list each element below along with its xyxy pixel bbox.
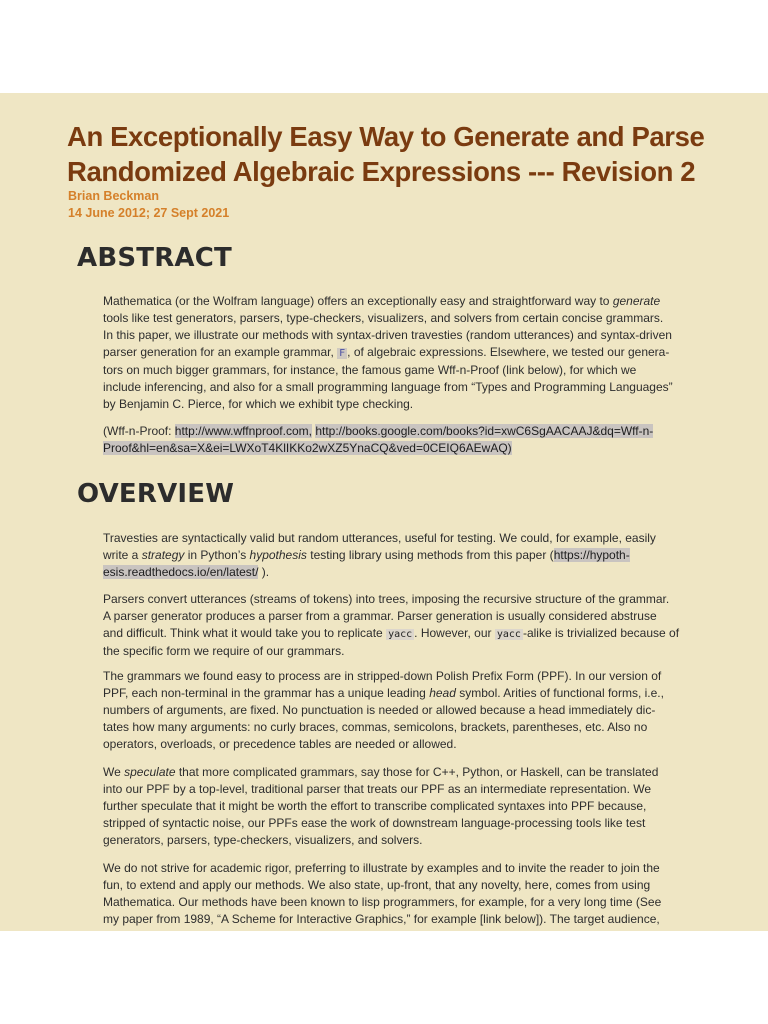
publication-date: 14 June 2012; 27 Sept 2021 [68,206,230,220]
google-books-link-cont[interactable]: Proof&hl=en&sa=X&ei=LWXoT4KlIKKo2wXZ5YnaCQ&ved=0CEIQ6AEwAQ) [103,441,512,455]
abstract-heading: ABSTRACT [77,243,232,273]
overview-paragraph-speculate: We speculate that more complicated grammars, say those for C++, Python, or Haskell, can be translated into our PPF by a top-level, traditional parser that treats our PPF as an intermediate representation. We further speculate that it might be worth the effort to transcribe complicated syntaxes into PPF because, stripped of syntactic noise, our PPFs ease the work of downstream language-processing tools like test generators, parsers, type-checkers, visualizers, and solvers. [103,765,659,847]
google-books-link[interactable]: http://books.google.com/books?id=xwC6SgAACAAJ&dq=Wff-n- [315,424,654,438]
overview-paragraph-parsers: Parsers convert utterances (streams of tokens) into trees, imposing the recursive structure of the grammar. A parser generator produces a parser from a grammar. Parser generation is usually considered abstruse and difficult. Think what it would take you to replicate yacc . However, our yacc -alike is trivialized because of the specific form we require of our grammars. [103,592,680,658]
author-name: Brian Beckman [68,189,160,203]
overview-paragraph-ppf: The grammars we found easy to process are in stripped-down Polish Prefix Form (PPF). In our version of PPF, each non-terminal in the grammar has a unique leading head symbol. Arities of functional forms, i.e., numbers of arguments, are fixed. No punctuation is needed or allowed because a head immediately dic- tates how many arguments: no curly braces, commas, semicolons, brackets, parentheses, etc. Also no operators, overloads, or precedence tables are needed or allowed. [103,669,664,751]
title-line-2: Randomized Algebraic Expressions --- Revision 2 [67,156,696,187]
hypothesis-link[interactable]: https://hypoth- [553,548,630,562]
abstract-paragraph: Mathematica (or the Wolfram language) offers an exceptionally easy and straightforward way to generate tools like test generators, parsers, type-checkers, visualizers, and solvers from certain concise grammars. In this paper, we illustrate our methods with syntax-driven travesties (random utterances) and syntax-driven parser generation for an example grammar, F , of algebraic expressions. Elsewhere, we tested our genera- tors on much bigger grammars, for instance, the famous game Wff-n-Proof (link below), for which we include inferencing, and also for a small programming language from “Types and Programming Languages” by Benjamin C. Pierce, for which we exhibit type checking. [103,294,673,411]
grammar-symbol: F [339,348,346,359]
wffnproof-link[interactable]: http://www.wffnproof.com, [174,424,312,438]
wff-n-proof-links: (Wff-n-Proof: http://www.wffnproof.com, http://books.google.com/books?id=xwC6SgAACAAJ&dq=Wff-n- Proof&hl=en&sa=X&ei=LWXoT4KlIKKo2wXZ5YnaCQ&ved=0CEIQ6AEwAQ) [103,424,654,455]
overview-paragraph-rigor: We do not strive for academic rigor, preferring to illustrate by examples and to invite the reader to join the fun, to extend and apply our methods. We also state, up-front, that any novelty, here, comes from using Mathematica. Our methods have been known to lisp programmers, for example, for a very long time (See my paper from 1989, “A Scheme for Interactive Graphics,” for example [link below]). The target audience, [103,861,662,926]
document-page [0,93,768,931]
document-title [67,119,727,189]
overview-heading: OVERVIEW [77,479,235,509]
yacc-code-2: yacc [496,629,521,640]
title-line-1: An Exceptionally Easy Way to Generate and Parse [67,121,705,152]
overview-paragraph-travesties: Travesties are syntactically valid but random utterances, useful for testing. We could, for example, easily write a strategy in Python’s hypothesis testing library using methods from this paper (https://hypoth- esis.readthedocs.io/en/latest/ ). [103,531,656,579]
yacc-code: yacc [388,629,413,640]
hypothesis-link-cont[interactable]: esis.readthedocs.io/en/latest/ [103,565,259,579]
